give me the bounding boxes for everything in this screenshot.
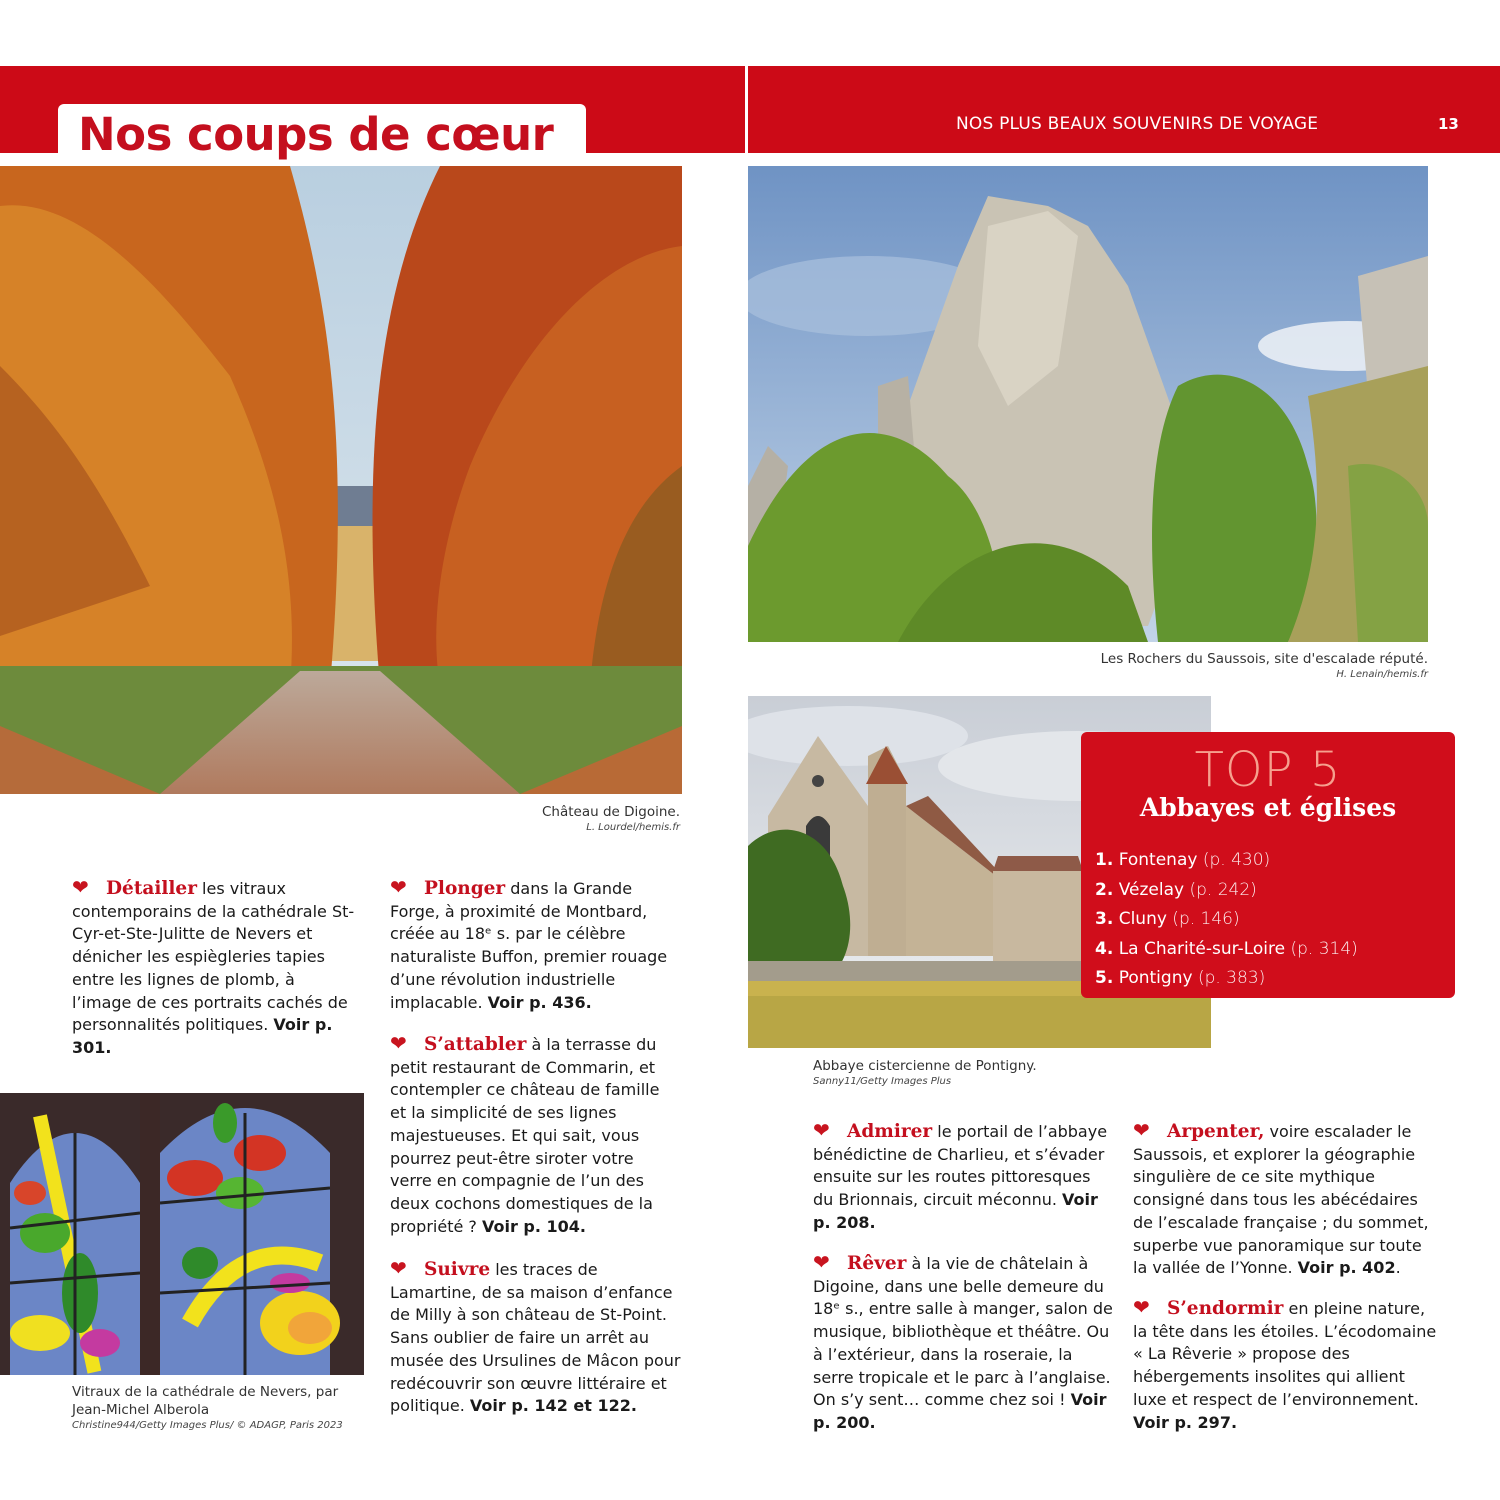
top5-item [1095, 964, 1358, 994]
heart-icon: ❤ [390, 1031, 407, 1055]
photo-credit: Christine944/Getty Images Plus/ © ADAGP, Paris 2023 [72, 1420, 343, 1431]
top5-item [1095, 846, 1358, 876]
caption-text: Château de Digoine. [541, 804, 680, 820]
tip-verb: Arpenter, [1167, 1121, 1265, 1142]
tip-admirer [813, 1118, 1113, 1235]
caption-text: Les Rochers du Saussois, site d'escalade réputé. [1100, 651, 1428, 667]
page-reference: Voir p. 142 et 122. [469, 1396, 637, 1416]
photo-rochers-saussois [748, 166, 1428, 642]
tip-text: en pleine nature, la tête dans les étoiles. L’écodomaine « La Rêverie » propose des hébergements insolites qui allient luxe et respect de l’environnement. [1133, 1299, 1437, 1409]
page-reference: Voir p. 402 [1297, 1258, 1396, 1278]
tip-text: le portail de l’abbaye bénédictine de Charlieu, et s’évader ensuite sur les routes pittoresques du Brionnais, circuit méconnu. [813, 1122, 1108, 1210]
tip-arpenter [1133, 1118, 1438, 1280]
tip-verb: S’endormir [1167, 1298, 1284, 1319]
top5-subtitle: Abbayes et églises [1139, 793, 1397, 822]
top5-item [1095, 935, 1358, 965]
caption-saussois [1000, 650, 1428, 682]
heart-icon: ❤ [1133, 1118, 1150, 1142]
caption-pontigny [813, 1057, 1193, 1089]
top5-box [1081, 732, 1455, 998]
photo-credit: Sanny11/Getty Images Plus [813, 1076, 952, 1087]
heart-icon: ❤ [72, 875, 89, 899]
item-page-ref: (p. 314) [1285, 938, 1358, 959]
top5-title: TOP 5 [1194, 742, 1342, 798]
caption-text: Abbaye cistercienne de Pontigny. [813, 1058, 1037, 1074]
heart-icon: ❤ [390, 875, 407, 899]
top5-item [1095, 905, 1358, 935]
item-number: 4. [1095, 938, 1114, 959]
tip-verb: Admirer [847, 1121, 933, 1142]
caption-text: Vitraux de la cathédrale de Nevers, par [72, 1384, 339, 1400]
tip-text-tail: . [1395, 1258, 1401, 1278]
page-reference: Voir p. 208. [813, 1190, 1098, 1232]
heart-icon: ❤ [1133, 1295, 1150, 1319]
caption-text: Jean-Michel Alberola [72, 1402, 210, 1418]
item-number: 3. [1095, 909, 1114, 929]
page-reference: Voir p. 301. [72, 1015, 333, 1057]
photo-chateau-digoine [0, 166, 682, 794]
tip-verb: Détailler [106, 878, 197, 899]
tip-text: à la vie de châtelain à Digoine, dans une belle demeure du 18ᵉ s., entre salle à manger, salon de musique, bibliothèque et théâtre. Ou à l’extérieur, dans la roseraie, la serre tropicale et le parc à l’anglaise. On s’y sent… comme chez soi ! [813, 1254, 1113, 1410]
item-name: Pontigny [1113, 968, 1193, 988]
header-band-right [748, 66, 1500, 153]
item-name: Vézelay [1113, 879, 1185, 900]
heart-icon: ❤ [813, 1250, 830, 1274]
tip-text: à la terrasse du petit restaurant de Commarin, et contempler ce château de famille et la simplicité de ses lignes majestueuses. Et qui sait, vous pourrez peut-être siroter votre verre en compagnie de l’un des deux cochons domestiques de la propriété ? [390, 1035, 660, 1236]
page-number: 13 [1438, 115, 1459, 133]
item-name: La Charité-sur-Loire [1113, 938, 1286, 959]
tip-verb: Rêver [847, 1253, 907, 1274]
caption-digoine [380, 803, 680, 835]
page-reference: Voir p. 297. [1133, 1412, 1238, 1432]
tip-text: les traces de Lamartine, de sa maison d’enfance de Milly à son château de St-Point. Sans oublier de faire un arrêt au musée des Ursulines de Mâcon pour redécouvrir son œuvre littéraire et politique. [390, 1260, 681, 1416]
item-number: 1. [1095, 850, 1114, 870]
tip-verb: S’attabler [424, 1034, 527, 1055]
tip-verb: Suivre [424, 1259, 491, 1280]
top5-list [1095, 846, 1358, 994]
caption-nevers [72, 1383, 372, 1433]
tip-verb: Plonger [424, 878, 506, 899]
tip-plonger [390, 875, 680, 1014]
top5-item [1095, 876, 1358, 906]
tip-rever [813, 1250, 1113, 1435]
running-head: NOS PLUS BEAUX SOUVENIRS DE VOYAGE [956, 114, 1319, 134]
page-reference: Voir p. 436. [487, 992, 592, 1012]
tip-suivre [390, 1256, 685, 1418]
tip-text: dans la Grande Forge, à proximité de Montbard, créée au 18ᵉ s. par le célèbre naturaliste Buffon, premier rouage d’une révolution industrielle implacable. [390, 879, 668, 1012]
item-page-ref: (p. 383) [1192, 968, 1266, 988]
item-number: 5. [1095, 968, 1114, 988]
tip-text: voire escalader le Saussois, et explorer la géographie singulière de ce site mythique consigné dans tous les abécédaires de l’escalade française ; du sommet, superbe vue panoramique sur toute la vallée de l’Yonne. [1133, 1122, 1429, 1278]
item-page-ref: (p. 242) [1184, 879, 1257, 900]
photo-credit: H. Lenain/hemis.fr [1336, 669, 1428, 680]
item-number: 2. [1095, 879, 1114, 900]
heart-icon: ❤ [390, 1256, 407, 1280]
page-reference: Voir p. 104. [481, 1216, 587, 1236]
photo-credit: L. Lourdel/hemis.fr [586, 822, 680, 833]
tip-sattabler [390, 1031, 680, 1238]
tip-text: les vitraux contemporains de la cathédrale St-Cyr-et-Ste-Julitte de Nevers et dénicher les espiègleries tapies entre les lignes de plomb, à l’image de ces portraits cachés de personnalités politiques. [72, 879, 355, 1035]
tip-sendormir [1133, 1295, 1438, 1434]
page-reference: Voir p. 200. [813, 1390, 1107, 1432]
item-name: Fontenay [1113, 850, 1198, 870]
tip-detailler [72, 875, 357, 1060]
photo-vitraux-nevers [0, 1093, 364, 1375]
item-page-ref: (p. 146) [1166, 909, 1240, 929]
heart-icon: ❤ [813, 1118, 830, 1142]
page-title: Nos coups de cœur [78, 108, 554, 161]
item-name: Cluny [1113, 909, 1167, 929]
item-page-ref: (p. 430) [1197, 850, 1271, 870]
